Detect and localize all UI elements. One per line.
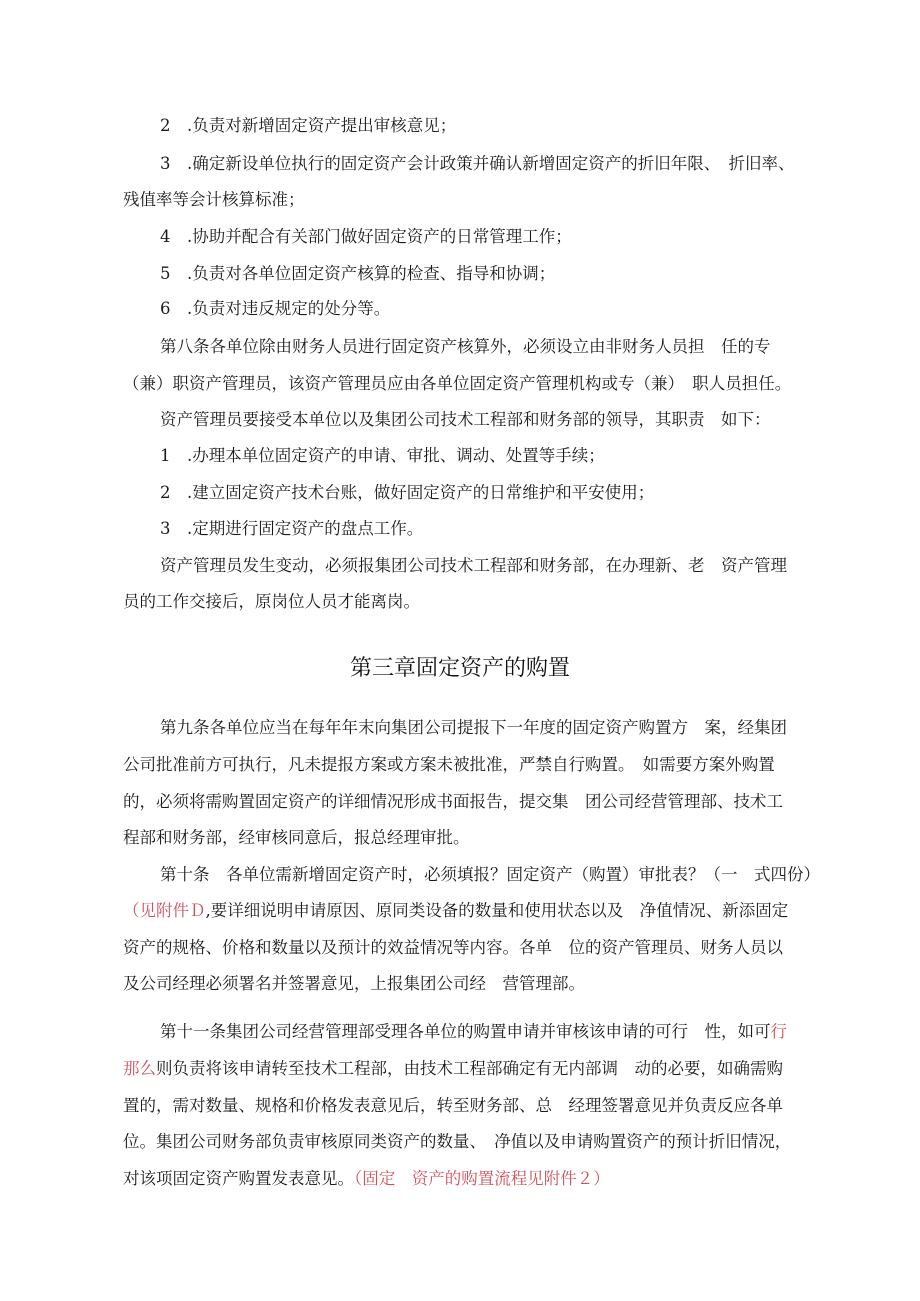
paragraph-line: 的，必须将需购置固定资产的详细情况形成书面报告，提交集 团公司经营管理部、技术工 (123, 792, 783, 811)
paragraph-line: 1 .办理本单位固定资产的申请、审批、调动、处置等手续； (160, 446, 605, 465)
paragraph-line (123, 1169, 683, 1189)
paragraph-line: 第十条 各单位需新增固定资产时，必须填报？固定资产（购置）审批表？（一 式四份） (160, 865, 820, 884)
paragraph-line (123, 1059, 813, 1079)
paragraph-line: 2 .负责对新增固定资产提出审核意见； (160, 116, 457, 135)
paragraph-line: 资产管理员发生变动，必须报集团公司技术工程部和财务部，在办理新、老 资产管理 (160, 556, 787, 575)
paragraph-line: 程部和财务部，经审核同意后，报总经理审批。 (123, 828, 470, 847)
paragraph-line (160, 1022, 810, 1042)
paragraph-line (123, 901, 813, 921)
paragraph-line: 3 .定期进行固定资产的盘点工作。 (160, 519, 424, 538)
highlighted-text: 那么 (123, 1059, 156, 1078)
paragraph-line: 及公司经理必须署名并签署意见，上报集团公司经 营管理部。 (123, 974, 585, 993)
paragraph-line: （兼）职资产管理员，该资产管理员应由各单位固定资产管理机构或专（兼） 职人员担任。 (123, 374, 792, 393)
paragraph-line: 位。集团公司财务部负责审核原同类资产的数量、 净值以及申请购置资产的预计折旧情况， (123, 1132, 792, 1151)
paragraph-line: 4 .协助并配合有关部门做好固定资产的日常管理工作； (160, 227, 572, 246)
highlighted-text: 行 (770, 1022, 787, 1041)
chapter-title: 第三章固定资产的购置 (349, 656, 570, 681)
attachment-reference: （固定 资产的购置流程见附件２） (354, 1169, 610, 1188)
paragraph-line: 3 .确定新设单位执行的固定资产会计政策并确认新增固定资产的折旧年限、 折旧率、 (160, 154, 795, 173)
paragraph-line: 第九条各单位应当在每年年末向集团公司提报下一年度的固定资产购置方 案，经集团 (160, 718, 787, 737)
paragraph-text: 对该项固定资产购置发表意见。 (123, 1169, 354, 1188)
paragraph-line: 员的工作交接后，原岗位人员才能离岗。 (123, 592, 420, 611)
paragraph-line: 资产管理员要接受本单位以及集团公司技术工程部和财务部的领导，其职责 如下： (160, 410, 771, 429)
paragraph-line: 公司批准前方可执行，凡未提报方案或方案未被批准，严禁自行购置。 如需要方案外购置 (123, 755, 775, 774)
paragraph-text: 则负责将该申请转至技术工程部，由技术工程部确定有无内部调 动的必要，如确需购 (156, 1059, 783, 1078)
paragraph-line: 5 .负责对各单位固定资产核算的检查、指导和协调； (160, 264, 556, 283)
paragraph-line: 置的，需对数量、规格和价格发表意见后，转至财务部、总 经理签署意见并负责反应各单 (123, 1096, 783, 1115)
paragraph-line: 2 .建立固定资产技术台账，做好固定资产的日常维护和平安使用； (160, 483, 655, 502)
paragraph-line: 资产的规格、价格和数量以及预计的效益情况等内容。各单 位的资产管理员、财务人员以 (123, 938, 783, 957)
paragraph-text: 第十一条集团公司经营管理部受理各单位的购置申请并审核该申请的可行 性，如可 (160, 1022, 771, 1041)
paragraph-text: ,要详细说明申请原因、原同类设备的数量和使用状态以及 净值情况、新添固定 (205, 901, 789, 920)
attachment-reference: （见附件Ｄ (123, 901, 206, 920)
paragraph-line: 残值率等会计核算标准； (123, 190, 305, 209)
paragraph-line: 第八条各单位除由财务人员进行固定资产核算外，必须设立由非财务人员担 任的专 (160, 337, 771, 356)
paragraph-line: 6 .负责对违反规定的处分等。 (160, 299, 391, 318)
